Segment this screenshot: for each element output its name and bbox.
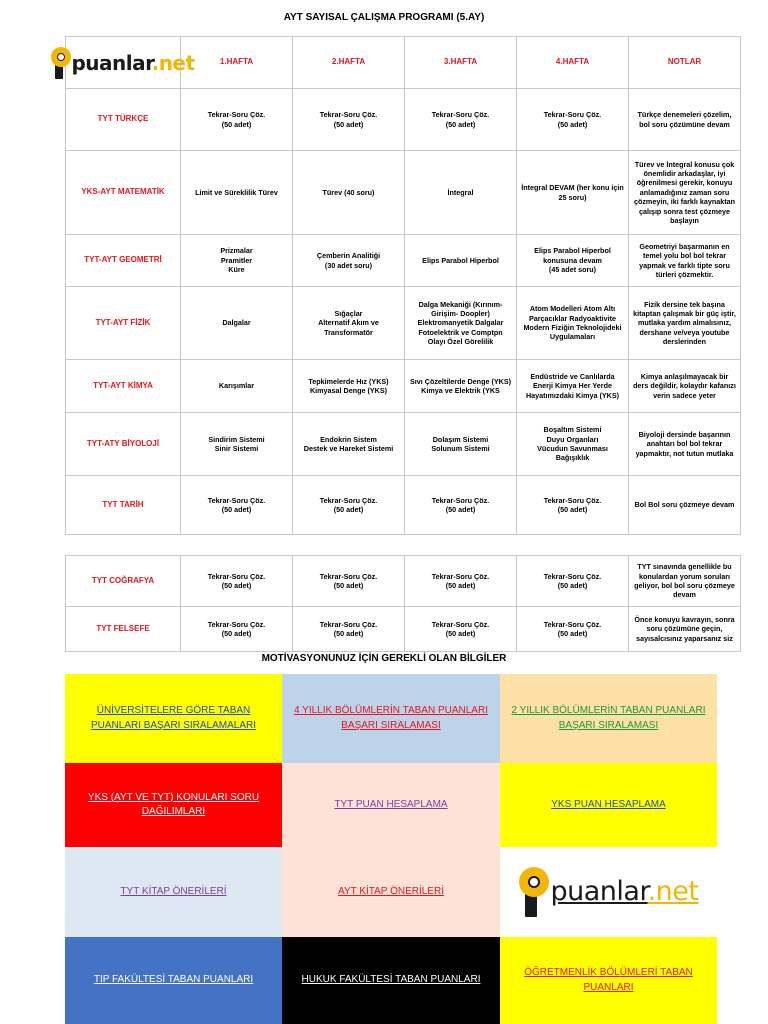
column-header: 4.HAFTA [517, 37, 629, 89]
subject-cell: TYT TARİH [66, 476, 181, 535]
week-task-cell: Tekrar-Soru Çöz. (50 adet) [517, 607, 629, 652]
motivation-link[interactable] [282, 937, 500, 1024]
table-row [66, 556, 741, 607]
link-label: YKS PUAN HESAPLAMA [551, 798, 666, 810]
note-cell: Geometriyi başarmanın en temel yolu bol bol tekrar yapmak ve farklı tipte soru türleri çözmektir. [629, 235, 741, 287]
link-label: HUKUK FAKÜLTESİ TABAN PUANLARI [301, 974, 481, 986]
week-task-cell: Tekrar-Soru Çöz. (50 adet) [181, 556, 293, 607]
week-task-cell: Sindirim Sistemi Sinir Sistemi [181, 413, 293, 476]
puanlar-net-logo [70, 47, 195, 79]
page-title: AYT SAYISAL ÇALIŞMA PROGRAMI (5.AY) [283, 12, 485, 23]
week-task-cell: Tekrar-Soru Çöz. (50 adet) [293, 89, 405, 151]
table-row [66, 360, 741, 413]
motivation-link[interactable] [282, 763, 500, 847]
week-task-cell: Dolaşım Sistemi Solunum Sistemi [405, 413, 517, 476]
subject-cell: TYT-AYT GEOMETRİ [66, 235, 181, 287]
week-task-cell: Tekrar-Soru Çöz. (50 adet) [293, 476, 405, 535]
week-task-cell: Sıvı Çözeltilerde Denge (YKS) Kimya ve Elektrik (YKS [405, 360, 517, 413]
column-header: NOTLAR [629, 37, 741, 89]
puanlar-net-logo [519, 847, 699, 937]
motivation-link[interactable] [282, 847, 500, 937]
note-cell: Bol Bol soru çözmeye devam [629, 476, 741, 535]
motivation-title: MOTİVASYONUNUZ İÇİN GEREKLİ OLAN BİLGİLER [261, 653, 507, 664]
motivation-link[interactable] [65, 763, 282, 847]
note-cell: Fizik dersine tek başına kitaptan çalışmak bir güç iştir, mutlaka yardım almalısınız, dershane ve/veya youtube derslerinden [629, 287, 741, 360]
motivation-link[interactable] [65, 937, 282, 1024]
week-task-cell: Tekrar-Soru Çöz. (50 adet) [181, 607, 293, 652]
column-header: 1.HAFTA [181, 37, 293, 89]
logo-cell [66, 37, 195, 89]
logo-text-main: puanlar [550, 876, 648, 908]
week-task-cell: Tekrar-Soru Çöz. (50 adet) [181, 476, 293, 535]
week-task-cell: Sığaçlar Alternatif Akım ve Transformatör [293, 287, 405, 360]
magnifier-p-icon [51, 47, 73, 79]
header-row [66, 37, 741, 89]
note-cell: Önce konuyu kavrayın, sonra soru çözümüne geçin, sayısalcısınız yaparsanız siz [629, 607, 741, 652]
motivation-link[interactable] [65, 674, 282, 763]
week-task-cell: Türev (40 soru) [293, 151, 405, 235]
subject-cell: TYT-AYT KİMYA [66, 360, 181, 413]
table-row [66, 413, 741, 476]
table-row [66, 151, 741, 235]
week-task-cell: Tekrar-Soru Çöz. (50 adet) [517, 89, 629, 151]
subject-cell: YKS-AYT MATEMATİK [66, 151, 181, 235]
week-task-cell: Dalgalar [181, 287, 293, 360]
extra-subjects-table [65, 555, 741, 652]
week-task-cell: Elips Parabol Hiperbol [405, 235, 517, 287]
link-label: ÜNİVERSİTELERE GÖRE TABAN PUANLARI BAŞARI SIRALAMALARI [90, 705, 257, 731]
motivation-link[interactable] [65, 847, 282, 937]
table-row [66, 607, 741, 652]
week-task-cell: Tekrar-Soru Çöz. (50 adet) [517, 476, 629, 535]
week-task-cell: Tekrar-Soru Çöz. (50 adet) [405, 607, 517, 652]
subject-cell: TYT TÜRKÇE [66, 89, 181, 151]
study-schedule-table [65, 36, 741, 535]
table-row [66, 89, 741, 151]
logo-tile[interactable] [500, 847, 717, 937]
week-task-cell: Boşaltım Sistemi Duyu Organları Vücudun Savunması Bağışıklık [517, 413, 629, 476]
week-task-cell: Tekrar-Soru Çöz. (50 adet) [181, 89, 293, 151]
link-label: 2 YILLIK BÖLÜMLERİN TABAN PUANLARI BAŞARI SIRALAMASI [511, 705, 706, 731]
motivation-link[interactable] [500, 674, 717, 763]
week-task-cell: İntegral DEVAM (her konu için 25 soru) [517, 151, 629, 235]
logo-text-main: puanlar [71, 50, 152, 75]
week-task-cell: Dalga Mekaniği (Kırınım-Girişim- Doopler) Elektromanyetik Dalgalar Fotoelektrik ve Comptpn Olayı Özel Görelilik [405, 287, 517, 360]
note-cell: TYT sınavında genellikle bu konulardan yorum soruları geliyor, bol bol soru çözmeye devam [629, 556, 741, 607]
week-task-cell: Karışımlar [181, 360, 293, 413]
week-task-cell: Prizmalar Pramitler Küre [181, 235, 293, 287]
week-task-cell: Tekrar-Soru Çöz. (50 adet) [405, 556, 517, 607]
week-task-cell: İntegral [405, 151, 517, 235]
motivation-link-grid [65, 674, 717, 1024]
logo-text-accent: .net [647, 876, 699, 908]
note-cell: Türkçe denemeleri çözelim, bol soru çözümüne devam [629, 89, 741, 151]
week-task-cell: Tekrar-Soru Çöz. (50 adet) [517, 556, 629, 607]
link-label: TYT KİTAP ÖNERİLERİ [120, 885, 227, 897]
column-header: 2.HAFTA [293, 37, 405, 89]
motivation-link[interactable] [500, 937, 717, 1024]
week-task-cell: Endokrin Sistem Destek ve Hareket Sistemi [293, 413, 405, 476]
week-task-cell: Tekrar-Soru Çöz. (50 adet) [405, 476, 517, 535]
link-label: AYT KİTAP ÖNERİLERİ [338, 885, 444, 897]
subject-cell: TYT FELSEFE [66, 607, 181, 652]
note-cell: Kimya anlaşılmayacak bir ders değildir, kolaydır kafanızı verin sadece yeter [629, 360, 741, 413]
link-label: TYT PUAN HESAPLAMA [334, 798, 448, 810]
magnifier-p-icon [519, 867, 553, 917]
link-label: 4 YILLIK BÖLÜMLERİN TABAN PUANLARI BAŞARI SIRALAMASI [294, 705, 488, 731]
link-label: TIP FAKÜLTESİ TABAN PUANLARI [93, 974, 254, 986]
subject-cell: TYT COĞRAFYA [66, 556, 181, 607]
week-task-cell: Tekrar-Soru Çöz. (50 adet) [405, 89, 517, 151]
note-cell: Türev ve İntegral konusu çok önemlidir arkadaşlar, iyi öğrenilmesi gerekir, konuyu anlamadığınız zaman soru çözmeyin, iki farklı kaynaktan çalışıp sonra test çözmeye başlayın [629, 151, 741, 235]
week-task-cell: Endüstride ve Canlılarda Enerji Kimya Her Yerde Hayatımızdaki Kimya (YKS) [517, 360, 629, 413]
week-task-cell: Tepkimelerde Hız (YKS) Kimyasal Denge (YKS) [293, 360, 405, 413]
subject-cell: TYT-ATY BİYOLOJİ [66, 413, 181, 476]
link-label: YKS (AYT VE TYT) KONULARI SORU DAĞILIMLARI [87, 791, 260, 817]
table-row [66, 476, 741, 535]
table-row [66, 235, 741, 287]
link-label: ÖĞRETMENLİK BÖLÜMLERİ TABAN PUANLARI [524, 967, 693, 993]
week-task-cell: Çemberin Analitiği (30 adet soru) [293, 235, 405, 287]
week-task-cell: Elips Parabol Hiperbol konusuna devam (45 adet soru) [517, 235, 629, 287]
week-task-cell: Tekrar-Soru Çöz. (50 adet) [293, 556, 405, 607]
week-task-cell: Tekrar-Soru Çöz. (50 adet) [293, 607, 405, 652]
week-task-cell: Atom Modelleri Atom Altı Parçacıklar Radyoaktivite Modern Fiziğin Teknolojideki Uygulamaları [517, 287, 629, 360]
subject-cell: TYT-AYT FİZİK [66, 287, 181, 360]
motivation-link[interactable] [282, 674, 500, 763]
table-row [66, 287, 741, 360]
column-header: 3.HAFTA [405, 37, 517, 89]
logo-text-accent: .net [151, 50, 195, 75]
week-task-cell: Limit ve Süreklilik Türev [181, 151, 293, 235]
note-cell: Biyoloji dersinde başarının anahtarı bol bol tekrar yapmaktır, not tutun mutlaka [629, 413, 741, 476]
motivation-link[interactable] [500, 763, 717, 847]
